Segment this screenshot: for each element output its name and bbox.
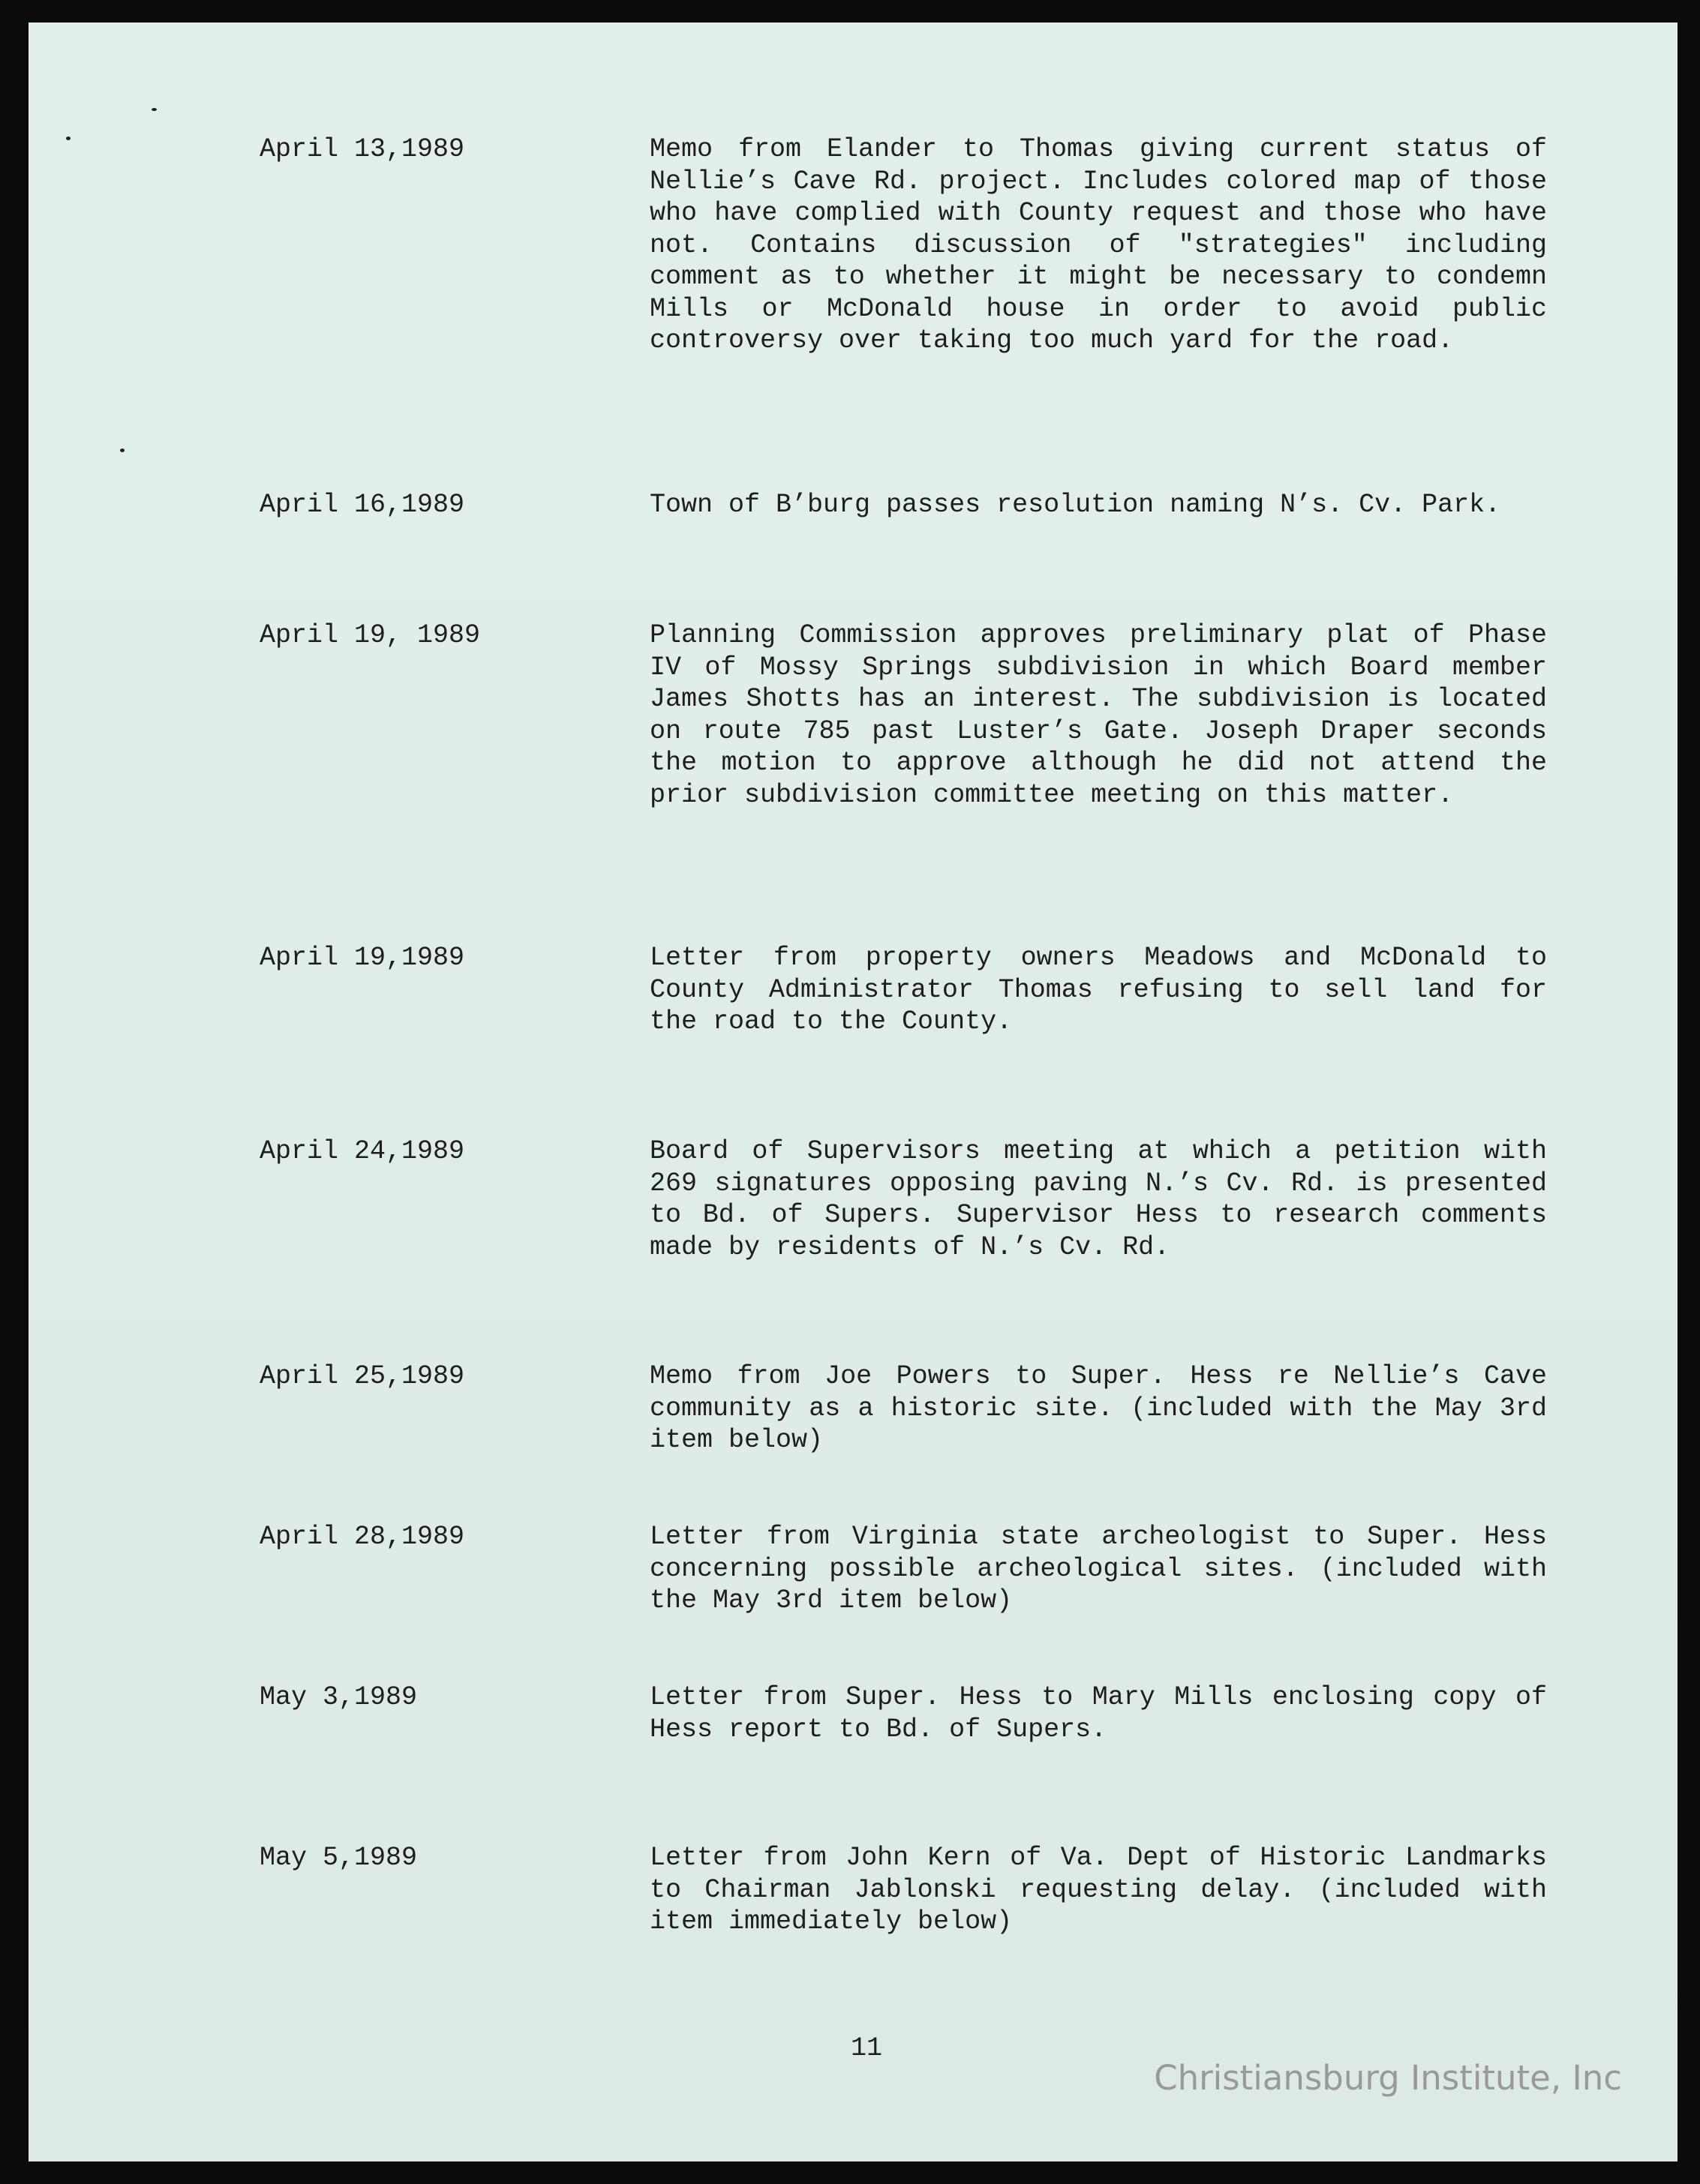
entry-description: Letter from John Kern of Va. Dept of Historic Landmarks to Chairman Jablonski requesting delay. (included with item immediately below) bbox=[650, 1843, 1547, 1936]
entry-description: Memo from Elander to Thomas giving current status of Nellie’s Cave Rd. project. Includes colored map of those who have complied with County request and those who have not. Contains discussion of "strategies" including comment as to whether it might be necessary to condemn Mills or McDonald house in order to avoid public controversy over taking too much yard for the road. bbox=[650, 134, 1547, 356]
entry-date: May 5,1989 bbox=[260, 1843, 418, 1873]
watermark: Christiansburg Institute, Inc bbox=[1154, 2058, 1622, 2098]
paper-speck bbox=[152, 108, 157, 111]
document-page bbox=[29, 22, 1677, 2162]
entry-date: May 3,1989 bbox=[260, 1682, 418, 1712]
entry-date: April 25,1989 bbox=[260, 1361, 465, 1391]
entry-date: April 16,1989 bbox=[260, 490, 465, 520]
paper-speck bbox=[66, 136, 71, 140]
entry-description: Board of Supervisors meeting at which a petition with 269 signatures opposing paving N.’s Cv. Rd. is presented to Bd. of Supers. Supervisor Hess to research comments made by residents of N.’s Cv. Rd. bbox=[650, 1136, 1547, 1262]
entry-description: Letter from Virginia state archeologist to Super. Hess concerning possible archeological sites. (included with the May 3rd item below) bbox=[650, 1522, 1547, 1616]
entry-description: Planning Commission approves preliminary plat of Phase IV of Mossy Springs subdivision in which Board member James Shotts has an interest. The subdivision is located on route 785 past Luster’s Gate. Joseph Draper seconds the motion to approve although he did not attend the prior subdivision committee meeting on this matter. bbox=[650, 620, 1547, 810]
entry-date: April 28,1989 bbox=[260, 1522, 465, 1552]
entry-date: April 19, 1989 bbox=[260, 620, 481, 650]
entry-description: Town of B’burg passes resolution naming N’s. Cv. Park. bbox=[650, 490, 1501, 520]
entry-date: April 24,1989 bbox=[260, 1136, 465, 1166]
page-number: 11 bbox=[850, 2033, 882, 2063]
entry-description: Memo from Joe Powers to Super. Hess re Nellie’s Cave community as a historic site. (included with the May 3rd item below) bbox=[650, 1361, 1547, 1455]
entry-description: Letter from Super. Hess to Mary Mills enclosing copy of Hess report to Bd. of Supers. bbox=[650, 1682, 1547, 1744]
paper-speck bbox=[120, 448, 125, 452]
entry-description: Letter from property owners Meadows and McDonald to County Administrator Thomas refusing to sell land for the road to the County. bbox=[650, 943, 1547, 1036]
entry-date: April 13,1989 bbox=[260, 134, 465, 164]
entry-date: April 19,1989 bbox=[260, 943, 465, 973]
